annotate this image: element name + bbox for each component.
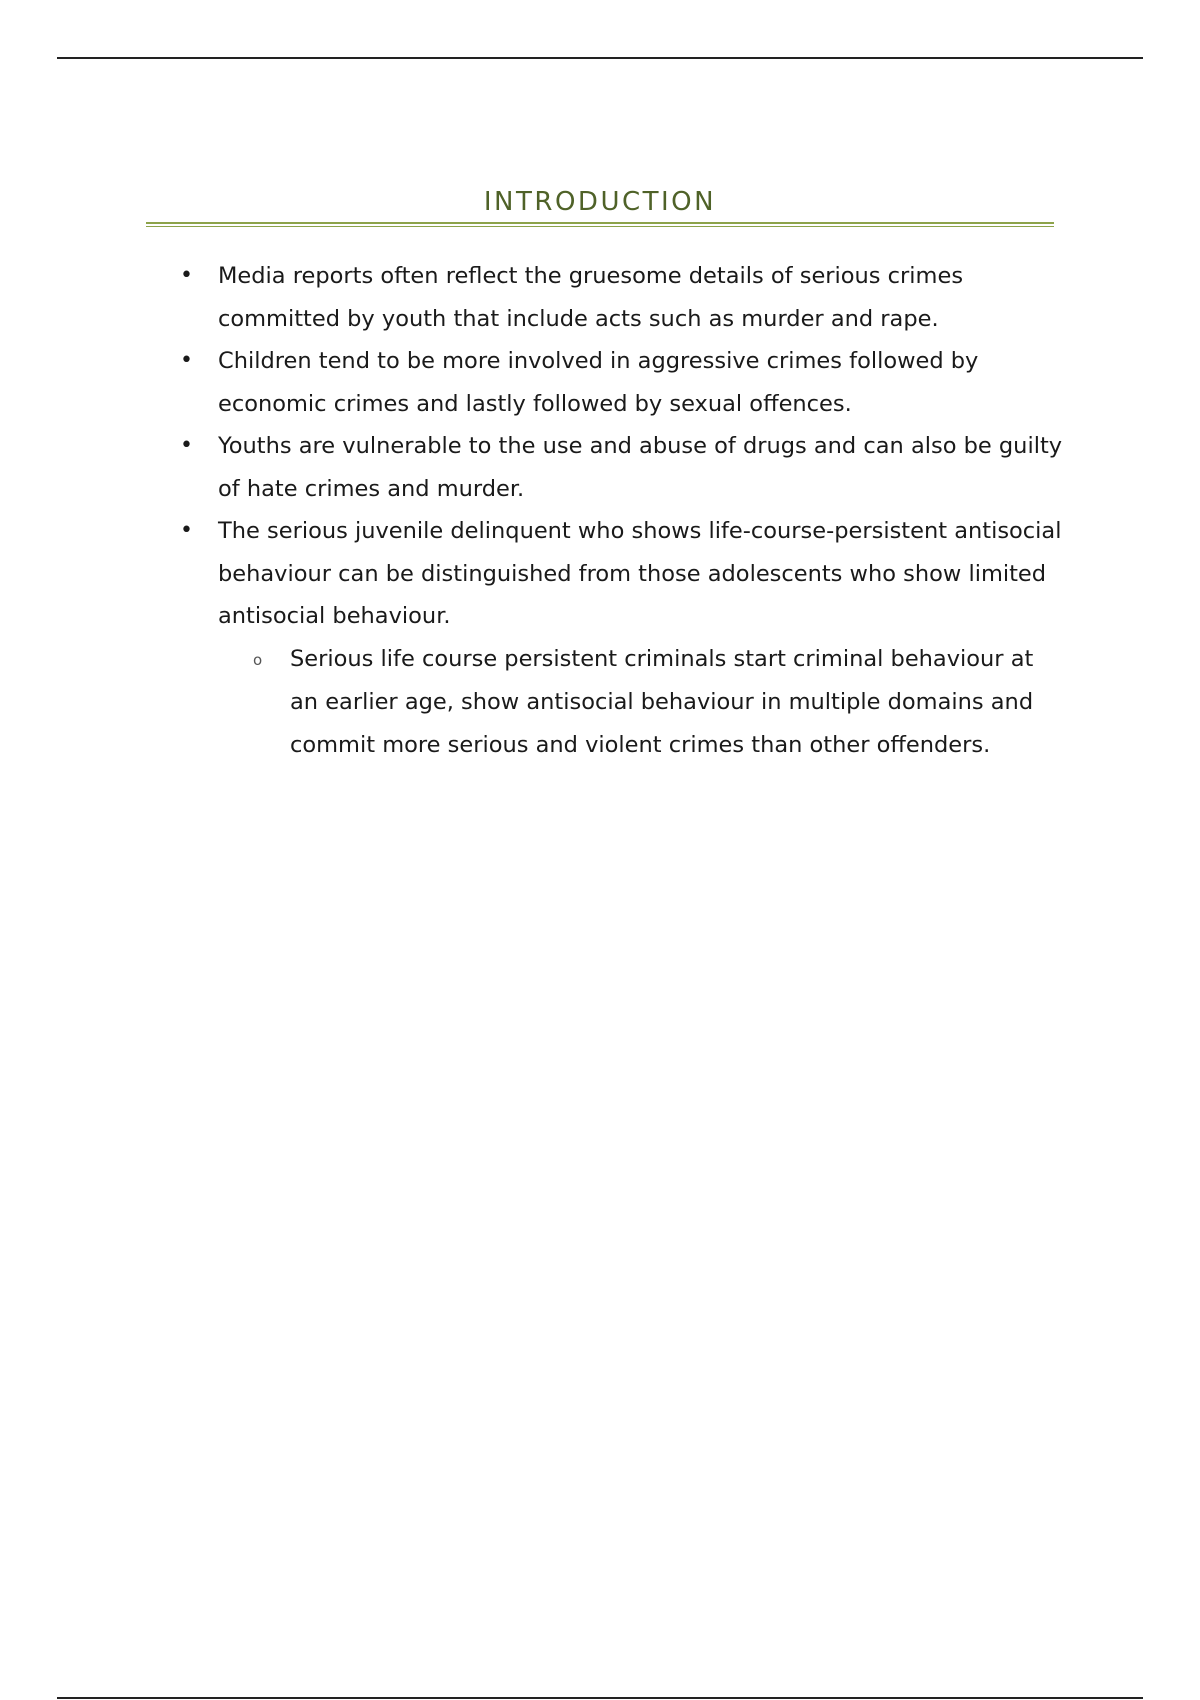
sub-bullet-list <box>218 638 1066 767</box>
list-item-text: The serious juvenile delinquent who shows life-course-persistent antisocial behaviour can be distinguished from those adolescents who show limited antisocial behaviour. <box>218 518 1062 629</box>
section-heading: INTRODUCTION <box>483 187 717 217</box>
list-item-text: Children tend to be more involved in aggressive crimes followed by economic crimes and lastly followed by sexual offences. <box>218 348 979 417</box>
header-rule <box>57 57 1143 59</box>
footer-rule <box>57 1697 1143 1699</box>
section-heading-block <box>146 184 1054 227</box>
document-body <box>146 255 1066 767</box>
list-item <box>146 340 1066 425</box>
list-item <box>146 255 1066 340</box>
bullet-icon: • <box>180 518 193 543</box>
bullet-icon: • <box>180 348 193 373</box>
bullet-list <box>146 255 1066 767</box>
list-item <box>146 425 1066 510</box>
heading-underline <box>146 222 1054 227</box>
bullet-icon: • <box>180 433 193 458</box>
sub-list-item-text: Serious life course persistent criminals start criminal behaviour at an earlier age, show antisocial behaviour in multiple domains and commit more serious and violent crimes than other offenders. <box>290 645 1034 758</box>
list-item-text: Youths are vulnerable to the use and abuse of drugs and can also be guilty of hate crimes and murder. <box>218 433 1063 502</box>
sub-list-item <box>218 638 1066 767</box>
list-item <box>146 510 1066 767</box>
hollow-bullet-icon: o <box>253 650 263 669</box>
list-item-text: Media reports often reflect the gruesome details of serious crimes committed by youth that include acts such as murder and rape. <box>218 263 964 332</box>
bullet-icon: • <box>180 263 193 288</box>
